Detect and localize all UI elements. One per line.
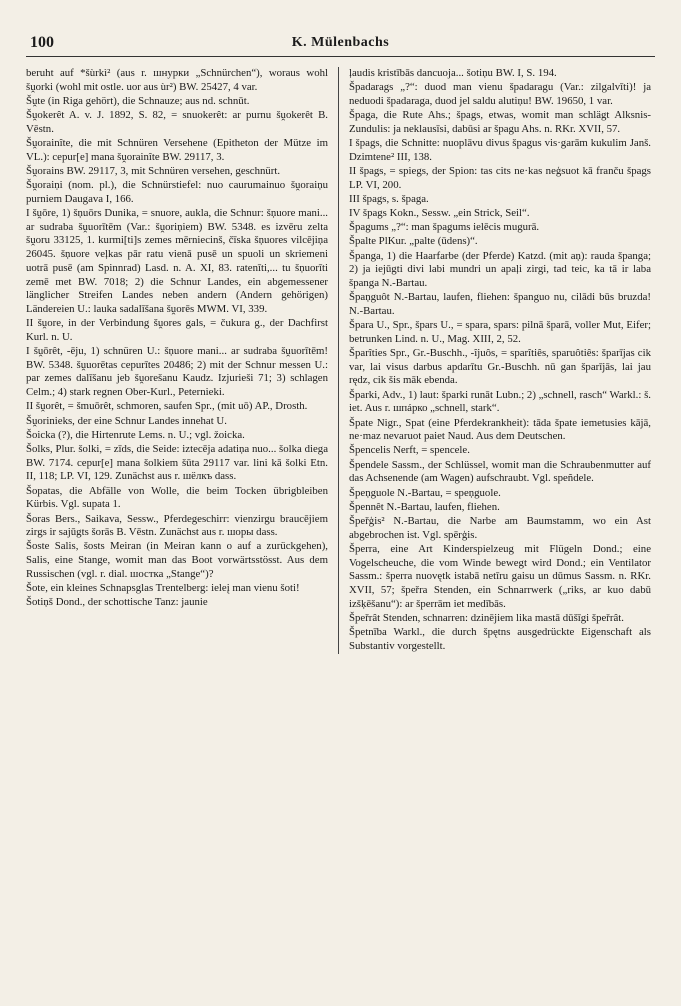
dictionary-entry: Šotiņš Dond., der schottische Tanz: jaunie — [26, 596, 208, 609]
dictionary-entry: Šṷte (in Riga gehört), die Schnauze; aus nd. schnūt. — [26, 94, 250, 107]
dictionary-entry: beruht auf *šùrkì² (aus r. шнурки „Schnürchen“), woraus wohl šṷorki (wohl mit ostle. uor aus ùr²) BW. 25427, 4 var. — [26, 67, 328, 93]
left-column — [26, 67, 339, 654]
dictionary-entry: Špagums „?“: man špagums ielēcis mugurā. — [349, 221, 540, 234]
dictionary-entry: Špalte PlKur. „palte (ūdens)“. — [349, 235, 478, 248]
dictionary-entry: Šopatas, die Abfälle von Wolle, die beim Tocken übrigbleiben Kürbis. Vgl. supata 1. — [26, 484, 328, 511]
dictionary-entry: Špeņguole N.-Bartau, = speņguole. — [349, 486, 501, 499]
dictionary-entry: Šṷorains BW. 29117, 3, mit Schnüren versehen, geschnürt. — [26, 164, 281, 177]
dictionary-entry: Špendele Sassm., der Schlüssel, womit man die Schraubenmutter auf das Achsenende (am Wagen) aufschraubt. Vgl. speñdele. — [349, 458, 651, 485]
dictionary-entry: Špennêt N.-Bartau, laufen, fliehen. — [349, 500, 500, 513]
dictionary-entry: Šolks, Plur. šolki, = zīds, die Seide: iztecēja adatiņa nuo... šolka diega BW. 7174. cepur[e] mana šolkiem šūta 29117 var. lini kā šolki Etn. II, 118; LP. VI, 129. Zunächst aus r. шёлкъ dass. — [26, 442, 328, 483]
dictionary-entry: Šṷorainîte, die mit Schnüren Versehene (Epitheton der Mütze im VL.): cepur[e] mana šṷorainîte BW. 29117, 3. — [26, 137, 328, 163]
dictionary-entry: Šperra, eine Art Kinderspielzeug mit Flügeln Dond.; eine Vogelscheuche, die vom Winde bewegt wird Dond.; ein Ventilator Sassm.: šperra nuovętk istabā netīru gaisu un dūmus Sassm. n. RKr. XVII, 57; špeřra Stenden, ein Schnarrwerk („riks, ar kuo dabū izšķēšanu“): ar šperrām iet medībās. — [349, 542, 651, 610]
dictionary-entry: Šoicka (?), die Hirtenrute Lems. n. U.; vgl. žoicka. — [26, 428, 245, 441]
dictionary-entry: Šote, ein kleines Schnapsglas Trentelberg: ieleį man vienu šoti! — [26, 582, 300, 595]
dictionary-entry: Špara U., Spr., špars U., = spara, spars: pilnā šparā, voller Mut, Eifer; betrunken Lind. n. U., Mag. XIII, 2, 52. — [349, 319, 651, 345]
dictionary-entry: II šṷore, in der Verbindung šṷores gals, = čukura g., der Dachfirst Kurl. n. U. — [26, 317, 328, 343]
dictionary-entry: II šṷorêt, = šmuōrêt, schmoren, saufen Spr., (mit uō) AP., Drosth. — [26, 400, 308, 413]
dictionary-entry: Špate Nigr., Spat (eine Pferdekrankheit): tāda špate iemetusies kājā, ne·maz nevaruot paiet Naud. Aus dem Deutschen. — [349, 416, 651, 443]
dictionary-entry: Španga, 1) die Haarfarbe (der Pferde) Katzd. (mit aņ): rauda španga; 2) ja iejūgti divi labi mundri un apaļi zirgi, tad teic, ka tā ir laba španga N.-Bartau. — [349, 249, 651, 290]
dictionary-entry: Šṷorinieks, der eine Schnur Landes innehat U. — [26, 414, 227, 427]
dictionary-entry: Špeřģis² N.-Bartau, die Narbe am Baumstamm, wo ein Ast abgebrochen ist. Vgl. spērģis. — [349, 515, 651, 541]
running-head: K. Mülenbachs — [291, 35, 390, 50]
dictionary-entry: I šṷōrêt, -ēju, 1) schnüren U.: šņuore mani... ar sudraba šṷuorītēm! BW. 5348. šṷuorētas cepurītes 20486; 2) mit der Schnur messen U.: par zemes dalīšanu jeb šṷorešanu Kaudz. Izjurieši 71; 3) schlagen Celm.; 4) stark regnen Ober-Kurl., Peternieki. — [26, 345, 328, 399]
dictionary-entry: II špags, = spiegs, der Spion: tas cits ne·kas neģsuot kā franču špags LP. VI, 200. — [349, 164, 651, 191]
dictionary-entry: Šparîties Spr., Gr.-Buschh., -îjuôs, = sparîtiês, sparuôtiês: šparījas cik var, lai visus darbus apdarītu Gr.-Buschh. nū gan šparījās, lai jau rędz, cik šis māk ebenda. — [349, 347, 651, 387]
dictionary-entry: Šoras Bers., Saikava, Sessw., Pferdegeschirr: vienzirgu braucējiem zirgs ir sajūgts šorās B. Vēstn. Zunächst aus r. шоры dass. — [26, 512, 328, 539]
two-column-body — [26, 67, 655, 654]
dictionary-entry: ļaudis kristībās dancuoja... šotiņu BW. I, S. 194. — [349, 67, 557, 79]
dictionary-entry: Šoste Salis, šosts Meiran (in Meiran kann o auf a zurückgehen), Salis, eine Stange, womit man das Boot vorwärtsstösst. Aus dem Russischen (vgl. r. dial. шостка „Stange“)? — [26, 540, 328, 580]
page-header — [26, 34, 655, 57]
dictionary-entry: Špaņguôt N.-Bartau, laufen, fliehen: španguo nu, cilādi būs bruzda! N.-Bartau. — [349, 291, 651, 317]
dictionary-entry: Špetnība Warkl., die durch špętns ausgedrückte Eigenschaft als Substantiv vorgestellt. — [349, 626, 651, 652]
page-number: 100 — [30, 34, 54, 51]
dictionary-entry: I špags, die Schnitte: nuoplāvu divus špagus vis·garām kukulim Janš. Dzimtene² III, 138. — [349, 137, 651, 163]
dictionary-entry: Špencelis Nerft, = spencele. — [349, 444, 470, 457]
dictionary-entry: Šṷoraiṇi (nom. pl.), die Schnürstiefel: nuo caurumainuo šṷoraiņu purniem Daugava I, 166. — [26, 179, 328, 205]
dictionary-entry: Špaga, die Rute Ahs.; špags, etwas, womit man schlägt Alksnis-Zundulis: ja neklausīsi, dabūsi ar špagu Ahs. n. RKr. XVII, 57. — [349, 109, 651, 135]
dictionary-entry: IV špags Kokn., Sessw. „ein Strick, Seil“. — [349, 207, 530, 220]
dictionary-entry: Špeřrât Stenden, schnarren: dzinējiem lika mastā dūšīgi špeřrât. — [349, 611, 624, 624]
dictionary-entry: Šṷokerêt A. v. J. 1892, S. 82, = snuokerêt: ar purnu šṷokerêt B. Vēstn. — [26, 109, 328, 135]
dictionary-entry: I šṷōre, 1) šņuōrs Dunika, = snuore, aukla, die Schnur: šņuore mani... ar sudraba šṷuorītēm (Var.: šṷoriņiem) BW. 5348. es izvēru zelta šṷoru 33125, 1. kurmi[ti]s zemes mērniecinš, čīska šņuores vilcējiņa 26045. šņuore veļkas pār ratu vienā pusē un spuoli un skriemeni uotrā pusē (am Spinnrad) Lasd. n. A. XI, 83. ratenīti,... tu šņuorīti zemē met BW. 7018; 2) die Schnur Landes, ein abgemessener länglicher Streifen Landes neben andern (Andern gehörigen) Ländereien U.: lauka sadalīšana šṷorēs MWM. VI, 339. — [26, 207, 328, 315]
dictionary-entry: Šparki, Adv., 1) laut: šparki runāt Lubn.; 2) „schnell, rasch“ Warkl.: š. iet. Aus r. шпáрко „schnell, stark“. — [349, 388, 651, 415]
right-column — [339, 67, 651, 654]
dictionary-entry: Špadarags „?“: duod man vienu špadaragu (Var.: zilgalvīti)! ja neduodi špadaraga, duod jel saldu alutiņu! BW. 19650, 1 var. — [349, 81, 651, 107]
dictionary-entry: III špags, s. špaga. — [349, 192, 429, 205]
